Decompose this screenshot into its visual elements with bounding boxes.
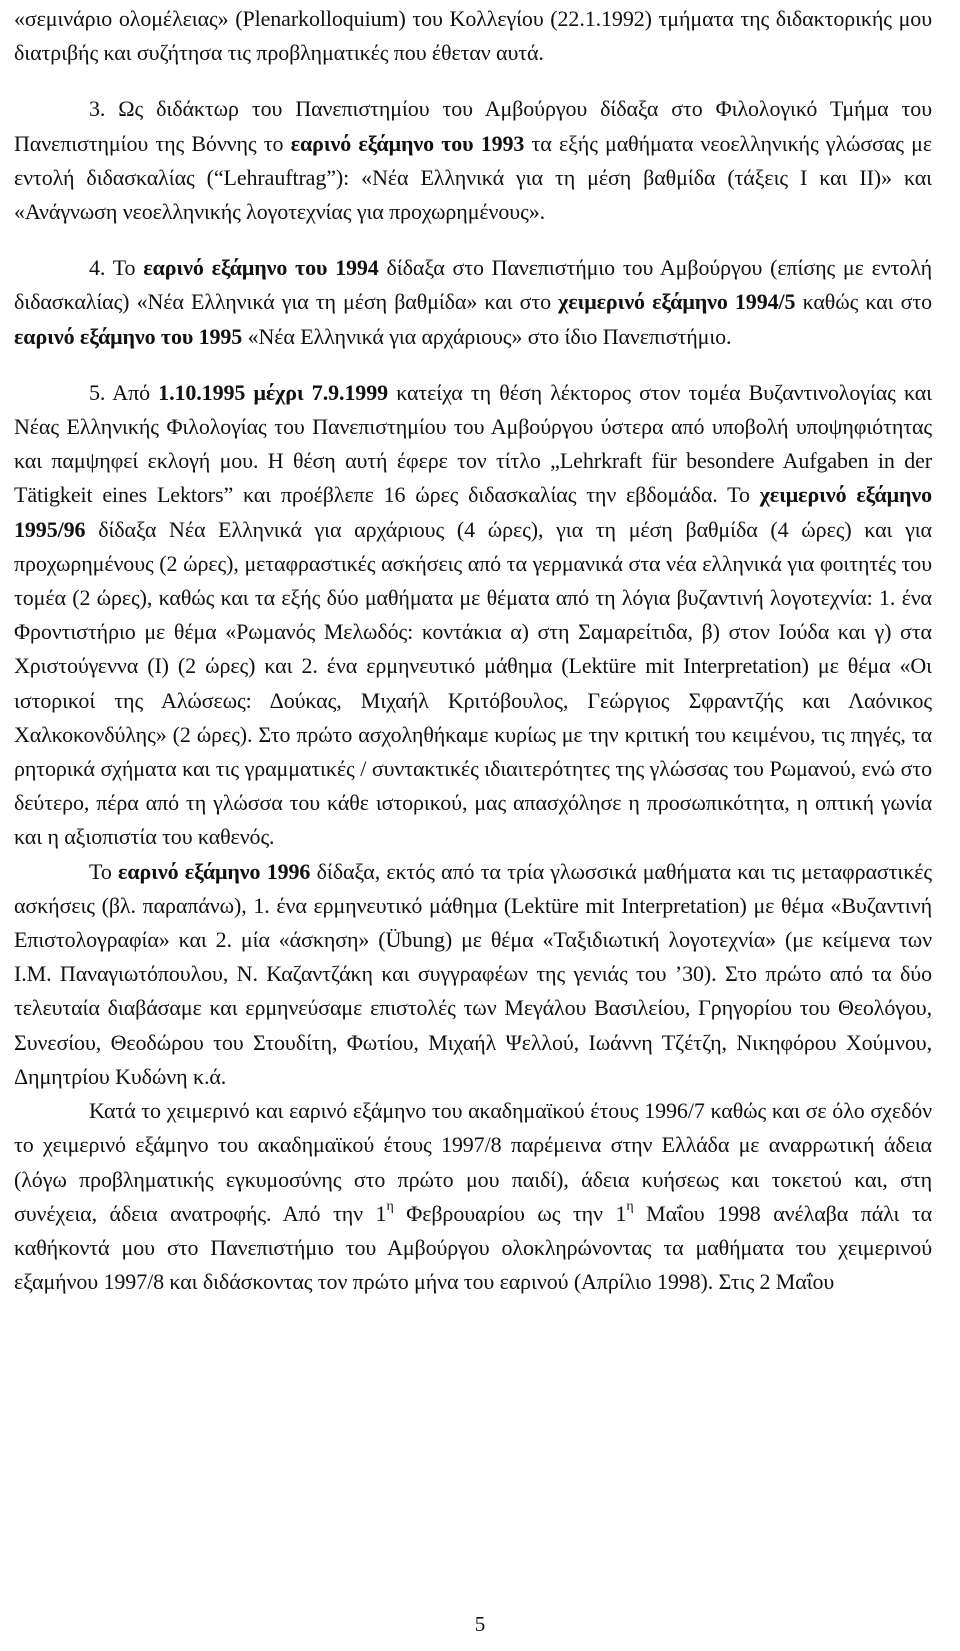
text-run: «Νέα Ελληνικά για αρχάριους» στο ίδιο Πανεπιστήμιο. — [242, 323, 732, 349]
document-body — [14, 0, 932, 1299]
paragraph-leave — [14, 1094, 932, 1299]
text-run: δίδαξα Νέα Ελληνικά για αρχάριους (4 ώρες), για τη μέση βαθμίδα (4 ώρες) και για προχωρημένους (2 ώρες), μεταφραστικές ασκήσεις από τα γερμανικά στα νέα ελληνικά για φοιτητές του τομέα (2 ώρες), καθώς και τα εξής δύο μαθήματα με θέματα από τη λόγια βυζαντινή λογοτεχνία: 1. ένα Φροντιστήριο με θέμα «Ρωμανός Μελωδός: κοντάκια α) στη Σαμαρείτιδα, β) στον Ιούδα και γ) στα Χριστούγεννα (I) (2 ώρες) και 2. ένα ερμηνευτικό μάθημα (Lektüre mit Interpretation) με θέμα «Οι ιστορικοί της Αλώσεως: Δούκας, Μιχαήλ Κριτόβουλος, Γεώργιος Σφραντζής και Λαόνικος Χαλκοκονδύλης» (2 ώρες). Στο πρώτο ασχοληθήκαμε κυρίως με την κριτική του κειμένου, τις πηγές, τα ρητορικά σχήματα και τις γραμματικές / συντακτικές ιδιαιτερότητες της γλώσσας του Ρωμανού, ενώ στο δεύτερο, πέρα από τη γλώσσα του κάθε ιστορικού, μας απασχόλησε η προσωπικότητα, η οπτική γωνία και η αξιοπιστία του καθενός. — [14, 516, 932, 850]
text-run: Το — [89, 858, 119, 884]
paragraph-spring-1996 — [14, 855, 932, 1094]
text-run: Μαΐου 1998 ανέλαβα πάλι τα καθήκοντά μου στο Πανεπιστήμιο του Αμβούργου ολοκληρώνοντας τα μαθήματα του χειμερινού εξαμήνου 1997/8 και διδάσκοντας τον πρώτο μήνα του εαρινού (Απρίλιο 1998). Στις 2 Μαΐου — [14, 1200, 933, 1295]
bold-run: 1.10.1995 μέχρι 7.9.1999 — [158, 379, 388, 405]
text-run: καθώς και στο — [795, 289, 932, 315]
text-run: κατείχα τη θέση λέκτορος στον τομέα Βυζαντινολογίας και Νέας Ελληνικής Φιλολογίας του Πανεπιστημίου του Αμβούργου ύστερα από υποβολή υποψηφιότητας και παμψηφεί εκλογή μου. Η θέση αυτή έφερε τον τίτλο „Lehrkraft für besondere Aufgaben in der Tätigkeit eines Lektors” και προέβλεπε 16 ώρες διδασκαλίας την εβδομάδα. Το — [14, 379, 932, 508]
superscript-run: η — [626, 1199, 634, 1215]
text-run: Φεβρουαρίου ως την 1 — [393, 1200, 627, 1226]
paragraph-item-4 — [14, 251, 932, 354]
text-run: τα εξής μαθήματα νεοελληνικής γλώσσας με εντολή διδασκαλίας (“Lehrauftrag”): «Νέα Ελληνικά για τη μέση βαθμίδα (τάξεις I και II)» και «Ανάγνωση νεοελληνικής λογοτεχνίας για προχωρημένους». — [14, 130, 932, 225]
paragraph-intro — [14, 0, 932, 70]
bold-run: εαρινό εξάμηνο 1996 — [118, 858, 311, 884]
text-run: Κατά το χειμερινό και εαρινό εξάμηνο του ακαδημαϊκού έτους 1996/7 καθώς και σε όλο σχεδόν το χειμερινό εξάμηνο του ακαδημαϊκού έτους 1997/8 παρέμεινα στην Ελλάδα με αναρρωτική άδεια (λόγω προβληματικής εγκυμοσύνης στο πρώτο μου παιδί), άδεια κυήσεως και τοκετού και, στη συνέχεια, άδεια ανατροφής. Από την 1 — [14, 1098, 932, 1226]
bold-run: χειμερινό εξάμηνο 1995/96 — [14, 482, 932, 542]
page-number: 5 — [474, 1612, 486, 1636]
bold-run: εαρινό εξάμηνο του 1994 — [143, 255, 379, 281]
paragraph-item-3 — [14, 92, 932, 229]
bold-run: εαρινό εξάμηνο του 1995 — [14, 323, 243, 349]
text-run: «σεμινάριο ολομέλειας» (Plenarkolloquium) του Κολλεγίου (22.1.1992) τμήματα της διδακτορικής μου διατριβής και συζήτησα τις προβληματικές που έθεταν αυτά. — [14, 6, 932, 66]
superscript-run: η — [386, 1199, 394, 1215]
text-run: δίδαξα στο Πανεπιστήμιο του Αμβούργου (επίσης με εντολή διδασκαλίας) «Νέα Ελληνικά για τη μέση βαθμίδα» και στο — [14, 255, 932, 315]
text-run: 5. Από — [89, 379, 159, 405]
text-run: 3. Ως διδάκτωρ του Πανεπιστημίου του Αμβούργου δίδαξα στο Φιλολογικό Τμήμα του Πανεπιστημίου της Βόννης το — [14, 96, 932, 156]
bold-run: εαρινό εξάμηνο του 1993 — [290, 130, 525, 156]
paragraph-item-5 — [14, 376, 932, 855]
text-run: δίδαξα, εκτός από τα τρία γλωσσικά μαθήματα και τις μεταφραστικές ασκήσεις (βλ. παραπάνω), 1. ένα ερμηνευτικό μάθημα (Lektüre mit Interpretation) με θέμα «Βυζαντινή Επιστολογραφία» και 2. μία «άσκηση» (Übung) με θέμα «Ταξιδιωτική λογοτεχνία» (με κείμενα των Ι.Μ. Παναγιωτόπουλου, Ν. Καζαντζάκη και συγγραφέων της γενιάς του ’30). Στο πρώτο από τα δύο τελευταία διαβάσαμε και ερμηνεύσαμε επιστολές των Μεγάλου Βασιλείου, Γρηγορίου του Θεολόγου, Συνεσίου, Θεοδώρου του Στουδίτη, Φωτίου, Μιχαήλ Ψελλού, Ιωάννη Τζέτζη, Νικηφόρου Χούμνου, Δημητρίου Κυδώνη κ.ά. — [14, 858, 932, 1089]
bold-run: χειμερινό εξάμηνο 1994/5 — [558, 289, 796, 315]
text-run: 4. Το — [89, 255, 144, 281]
